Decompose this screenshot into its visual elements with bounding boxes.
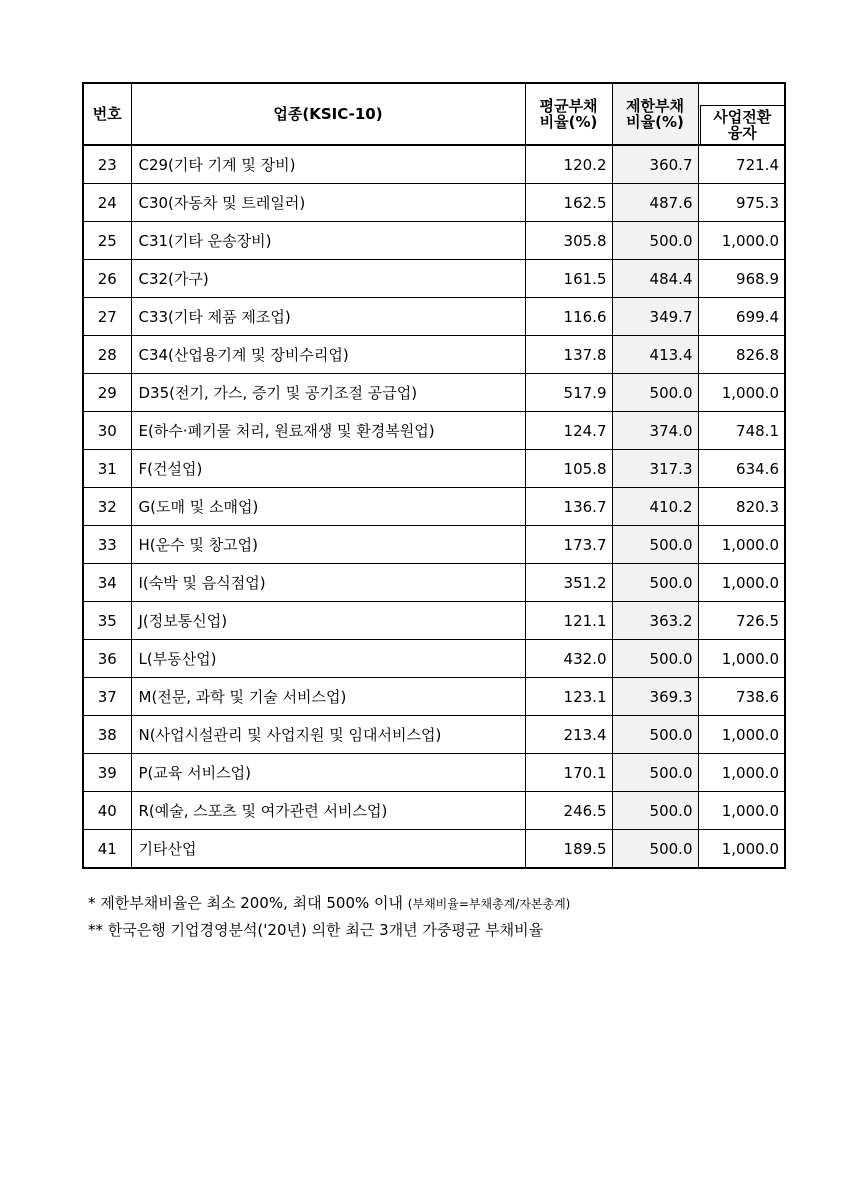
conversion-loan-cell: 748.1: [698, 412, 785, 450]
row-number-cell: 25: [83, 222, 131, 260]
table-row: [83, 830, 785, 869]
table-row: [83, 602, 785, 640]
table-row: [83, 716, 785, 754]
limit-ratio-cell: 317.3: [612, 450, 698, 488]
limit-ratio-cell: 484.4: [612, 260, 698, 298]
table-row: [83, 336, 785, 374]
table-header-row: [83, 83, 785, 145]
table-row: [83, 184, 785, 222]
footnotes: [88, 890, 570, 943]
header-conversion-loan-line1: 사업전환: [713, 108, 772, 126]
industry-cell: 기타산업: [131, 830, 525, 869]
row-number-cell: 40: [83, 792, 131, 830]
table-row: [83, 526, 785, 564]
table-row: [83, 412, 785, 450]
limit-ratio-cell: 369.3: [612, 678, 698, 716]
header-limit-ratio-line2: 비율(%): [626, 113, 684, 131]
conversion-loan-cell: 726.5: [698, 602, 785, 640]
row-number-cell: 41: [83, 830, 131, 869]
limit-ratio-cell: 500.0: [612, 526, 698, 564]
limit-ratio-cell: 500.0: [612, 374, 698, 412]
limit-ratio-cell: 410.2: [612, 488, 698, 526]
debt-ratio-table: [82, 82, 786, 869]
industry-cell: H(운수 및 창고업): [131, 526, 525, 564]
table-row: [83, 564, 785, 602]
limit-ratio-cell: 349.7: [612, 298, 698, 336]
avg-ratio-cell: 162.5: [525, 184, 612, 222]
conversion-loan-cell: 738.6: [698, 678, 785, 716]
avg-ratio-cell: 517.9: [525, 374, 612, 412]
industry-cell: M(전문, 과학 및 기술 서비스업): [131, 678, 525, 716]
conversion-loan-cell: 820.3: [698, 488, 785, 526]
header-conversion-loan: [698, 83, 785, 145]
row-number-cell: 29: [83, 374, 131, 412]
conversion-loan-cell: 975.3: [698, 184, 785, 222]
industry-cell: E(하수·폐기물 처리, 원료재생 및 환경복원업): [131, 412, 525, 450]
footnote-source: ** 한국은행 기업경영분석('20년) 의한 최근 3개년 가중평균 부채비율: [88, 921, 544, 939]
limit-ratio-cell: 500.0: [612, 716, 698, 754]
avg-ratio-cell: 161.5: [525, 260, 612, 298]
avg-ratio-cell: 120.2: [525, 145, 612, 184]
header-no: 번호: [83, 83, 131, 145]
row-number-cell: 32: [83, 488, 131, 526]
avg-ratio-cell: 116.6: [525, 298, 612, 336]
conversion-loan-cell: 634.6: [698, 450, 785, 488]
table-row: [83, 450, 785, 488]
limit-ratio-cell: 500.0: [612, 222, 698, 260]
avg-ratio-cell: 105.8: [525, 450, 612, 488]
header-limit-ratio: [612, 83, 698, 145]
table-row: [83, 792, 785, 830]
avg-ratio-cell: 246.5: [525, 792, 612, 830]
table-row: [83, 260, 785, 298]
limit-ratio-cell: 374.0: [612, 412, 698, 450]
row-number-cell: 34: [83, 564, 131, 602]
header-limit-ratio-line1: 제한부채: [626, 97, 684, 115]
table-row: [83, 298, 785, 336]
avg-ratio-cell: 137.8: [525, 336, 612, 374]
footnote-limit-ratio-text: * 제한부채비율은 최소 200%, 최대 500% 이내: [88, 894, 404, 912]
industry-cell: C29(기타 기계 및 장비): [131, 145, 525, 184]
header-conversion-loan-box: [700, 105, 785, 144]
limit-ratio-cell: 500.0: [612, 754, 698, 792]
avg-ratio-cell: 189.5: [525, 830, 612, 869]
header-conversion-loan-line2: 융자: [727, 124, 757, 142]
avg-ratio-cell: 432.0: [525, 640, 612, 678]
row-number-cell: 37: [83, 678, 131, 716]
conversion-loan-cell: 1,000.0: [698, 526, 785, 564]
industry-cell: L(부동산업): [131, 640, 525, 678]
limit-ratio-cell: 487.6: [612, 184, 698, 222]
conversion-loan-cell: 721.4: [698, 145, 785, 184]
conversion-loan-cell: 1,000.0: [698, 830, 785, 869]
industry-cell: G(도매 및 소매업): [131, 488, 525, 526]
table-row: [83, 145, 785, 184]
avg-ratio-cell: 305.8: [525, 222, 612, 260]
avg-ratio-cell: 121.1: [525, 602, 612, 640]
industry-cell: R(예술, 스포츠 및 여가관련 서비스업): [131, 792, 525, 830]
row-number-cell: 26: [83, 260, 131, 298]
header-industry: 업종(KSIC-10): [131, 83, 525, 145]
table-row: [83, 222, 785, 260]
row-number-cell: 36: [83, 640, 131, 678]
avg-ratio-cell: 173.7: [525, 526, 612, 564]
avg-ratio-cell: 213.4: [525, 716, 612, 754]
limit-ratio-cell: 500.0: [612, 564, 698, 602]
industry-cell: F(건설업): [131, 450, 525, 488]
industry-cell: P(교육 서비스업): [131, 754, 525, 792]
conversion-loan-cell: 1,000.0: [698, 754, 785, 792]
row-number-cell: 24: [83, 184, 131, 222]
conversion-loan-cell: 1,000.0: [698, 716, 785, 754]
avg-ratio-cell: 123.1: [525, 678, 612, 716]
limit-ratio-cell: 360.7: [612, 145, 698, 184]
table-row: [83, 640, 785, 678]
limit-ratio-cell: 413.4: [612, 336, 698, 374]
industry-cell: C31(기타 운송장비): [131, 222, 525, 260]
row-number-cell: 39: [83, 754, 131, 792]
avg-ratio-cell: 136.7: [525, 488, 612, 526]
header-avg-ratio: [525, 83, 612, 145]
footnote-limit-ratio: [88, 890, 570, 917]
row-number-cell: 28: [83, 336, 131, 374]
row-number-cell: 23: [83, 145, 131, 184]
conversion-loan-cell: 1,000.0: [698, 374, 785, 412]
conversion-loan-cell: 968.9: [698, 260, 785, 298]
avg-ratio-cell: 351.2: [525, 564, 612, 602]
row-number-cell: 27: [83, 298, 131, 336]
industry-cell: C32(가구): [131, 260, 525, 298]
row-number-cell: 38: [83, 716, 131, 754]
footnote-limit-ratio-formula: (부채비율=부채총계/자본총계): [407, 897, 571, 911]
table-body: [83, 145, 785, 868]
industry-cell: C30(자동차 및 트레일러): [131, 184, 525, 222]
industry-cell: C33(기타 제품 제조업): [131, 298, 525, 336]
industry-cell: I(숙박 및 음식점업): [131, 564, 525, 602]
limit-ratio-cell: 500.0: [612, 830, 698, 869]
industry-cell: D35(전기, 가스, 증기 및 공기조절 공급업): [131, 374, 525, 412]
limit-ratio-cell: 500.0: [612, 640, 698, 678]
conversion-loan-cell: 1,000.0: [698, 640, 785, 678]
avg-ratio-cell: 170.1: [525, 754, 612, 792]
conversion-loan-cell: 1,000.0: [698, 564, 785, 602]
conversion-loan-cell: 1,000.0: [698, 792, 785, 830]
industry-cell: N(사업시설관리 및 사업지원 및 임대서비스업): [131, 716, 525, 754]
conversion-loan-cell: 1,000.0: [698, 222, 785, 260]
table-row: [83, 488, 785, 526]
table-row: [83, 754, 785, 792]
industry-cell: C34(산업용기계 및 장비수리업): [131, 336, 525, 374]
table-row: [83, 374, 785, 412]
limit-ratio-cell: 500.0: [612, 792, 698, 830]
header-avg-ratio-line1: 평균부채: [539, 97, 598, 115]
limit-ratio-cell: 363.2: [612, 602, 698, 640]
row-number-cell: 33: [83, 526, 131, 564]
industry-cell: J(정보통신업): [131, 602, 525, 640]
conversion-loan-cell: 699.4: [698, 298, 785, 336]
row-number-cell: 30: [83, 412, 131, 450]
table-row: [83, 678, 785, 716]
conversion-loan-cell: 826.8: [698, 336, 785, 374]
row-number-cell: 35: [83, 602, 131, 640]
header-avg-ratio-line2: 비율(%): [539, 113, 598, 131]
row-number-cell: 31: [83, 450, 131, 488]
avg-ratio-cell: 124.7: [525, 412, 612, 450]
